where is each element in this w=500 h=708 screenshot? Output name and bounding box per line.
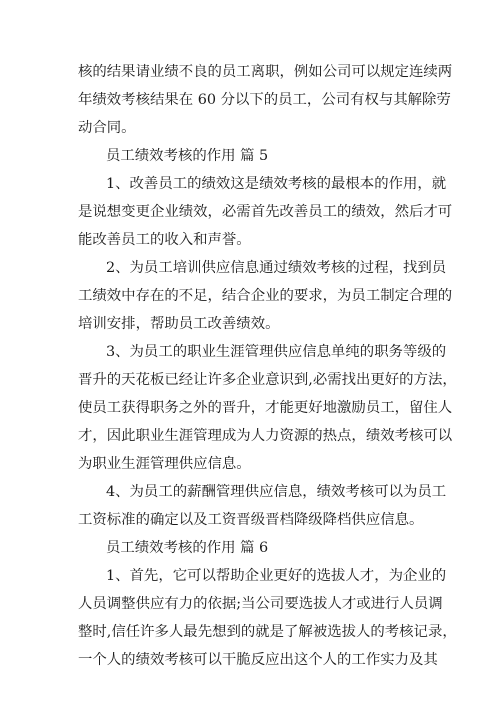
paragraph-line: 是说想变更企业绩效，必需首先改善员工的绩效，然后才可	[78, 204, 453, 220]
paragraph-line: 2、为员工培训供应信息通过绩效考核的过程，找到员	[106, 260, 447, 276]
paragraph-line: 1、改善员工的绩效这是绩效考核的最根本的作用，就	[106, 176, 447, 192]
paragraph-line: 整时,信任许多人最先想到的就是了解被选拔人的考核记录，	[78, 624, 457, 640]
document-body	[78, 58, 457, 674]
section-heading-6: 员工绩效考核的作用 篇 6	[106, 540, 269, 556]
paragraph-line: 工绩效中存在的不足，结合企业的要求，为员工制定合理的	[78, 288, 453, 304]
paragraph-line: 1、首先，它可以帮助企业更好的选拔人才，为企业的	[106, 568, 447, 584]
paragraph-line: 3、为员工的职业生涯管理供应信息单纯的职务等级的	[106, 344, 447, 360]
section-heading-5: 员工绩效考核的作用 篇 5	[106, 148, 269, 164]
paragraph-line: 能改善员工的收入和声誉。	[78, 232, 251, 248]
paragraph-line: 培训安排，帮助员工改善绩效。	[78, 316, 280, 332]
paragraph-line: 年绩效考核结果在 60 分以下的员工，公司有权与其解除劳	[78, 92, 451, 108]
paragraph-line: 动合同。	[78, 120, 136, 136]
paragraph-line: 4、为员工的薪酬管理供应信息，绩效考核可以为员工	[106, 484, 447, 500]
paragraph-line: 晋升的天花板已经让许多企业意识到,必需找出更好的方法，	[78, 372, 457, 388]
paragraph-line: 工资标准的确定以及工资晋级晋档降级降档供应信息。	[78, 512, 424, 528]
paragraph-line: 核的结果请业绩不良的员工离职，例如公司可以规定连续两	[78, 64, 453, 80]
paragraph-line: 才，因此职业生涯管理成为人力资源的热点，绩效考核可以	[78, 428, 453, 444]
paragraph-line: 人员调整供应有力的依据;当公司要选拔人才或进行人员调	[78, 596, 443, 612]
paragraph-line: 使员工获得职务之外的晋升，才能更好地激励员工，留住人	[78, 400, 453, 416]
paragraph-line: 为职业生涯管理供应信息。	[78, 456, 251, 472]
paragraph-line: 一个人的绩效考核可以干脆反应出这个人的工作实力及其	[78, 652, 438, 668]
